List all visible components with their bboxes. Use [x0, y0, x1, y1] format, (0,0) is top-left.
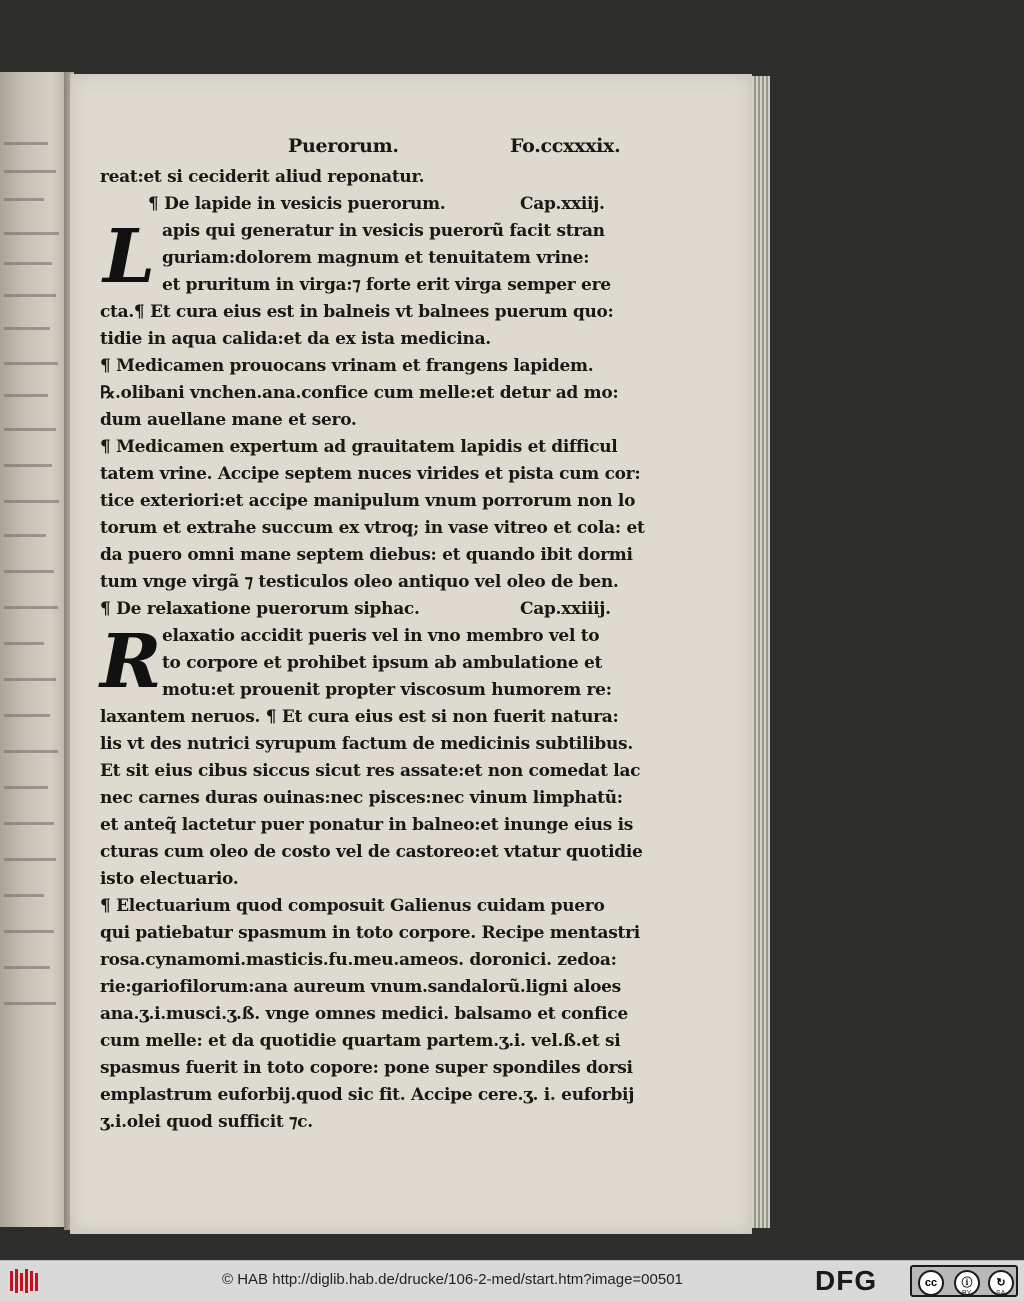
folio-number: Fo.ccxxxix. [510, 135, 621, 157]
initial-letter: L [103, 214, 155, 300]
by-label: BY [962, 1290, 972, 1297]
footer-bar [0, 1260, 1024, 1301]
share-alike-icon: ↻ [988, 1270, 1014, 1296]
text-line: ana.ʒ.i.musci.ʒ.ß. vnge omnes medici. balsamo et confice [100, 1004, 628, 1024]
text-line: ¶ Medicamen expertum ad grauitatem lapidis et difficul [100, 437, 618, 457]
copyright-link[interactable]: © HAB http://diglib.hab.de/drucke/106-2-med/start.htm?image=00501 [222, 1271, 683, 1288]
person-icon: ⓘ [954, 1270, 980, 1296]
text-line: cturas cum oleo de costo vel de castoreo:et vtatur quotidie [100, 842, 643, 862]
paragraph-lapide [100, 214, 660, 353]
left-page-fragment [0, 72, 68, 1227]
chapter-heading [100, 596, 660, 623]
text-line: tice exteriori:et accipe manipulum vnum porrorum non lo [100, 491, 636, 511]
initial-letter: R [100, 619, 162, 705]
text-line: guriam:dolorem magnum et tenuitatem vrine: [162, 248, 590, 268]
running-title: Puerorum. [288, 135, 399, 157]
text-line: ¶ Electuarium quod composuit Galienus cuidam puero [100, 896, 605, 916]
chapter-title: ¶ De relaxatione puerorum siphac. [100, 599, 420, 619]
text-line: et anteq̃ lactetur puer ponatur in balneo:et inunge eius is [100, 815, 634, 835]
cc-icon: cc [918, 1270, 944, 1296]
paragraph-relaxatione [100, 619, 660, 893]
text-line: isto electuario. [100, 869, 239, 889]
text-block [100, 128, 660, 1136]
text-line: cum melle: et da quotidie quartam partem.ʒ.i. vel.ß.et si [100, 1031, 621, 1051]
text-line: Et sit eius cibus siccus sicut res assate:et non comedat lac [100, 761, 641, 781]
text-line: spasmus fuerit in toto copore: pone super spondiles dorsi [100, 1058, 633, 1078]
text-line: torum et extrahe succum ex vtroq; in vase vitreo et cola: et [100, 518, 645, 538]
text-line: to corpore et prohibet ipsum ab ambulatione et [162, 653, 603, 673]
cc-license-badge[interactable] [910, 1265, 1018, 1297]
running-header [100, 128, 660, 164]
text-line: et pruritum in virga:⁊ forte erit virga semper ere [162, 275, 611, 295]
dfg-logo: DFG [815, 1265, 878, 1296]
text-line: tum vnge virgã ⁊ testiculos oleo antiquo vel oleo de ben. [100, 572, 619, 592]
text-line: qui patiebatur spasmum in toto corpore. Recipe mentastri [100, 923, 640, 943]
text-line: emplastrum euforbij.quod sic fit. Accipe cere.ʒ. i. euforbij [100, 1085, 635, 1105]
chapter-heading [100, 191, 660, 218]
text-line: dum auellane mane et sero. [100, 410, 357, 430]
text-line: da puero omni mane septem diebus: et quando ibit dormi [100, 545, 633, 565]
text-line: tidie in aqua calida:et da ex ista medicina. [100, 329, 491, 349]
chapter-title: ¶ De lapide in vesicis puerorum. [148, 194, 446, 214]
text-line: laxantem neruos. ¶ Et cura eius est si non fuerit natura: [100, 707, 619, 727]
text-line: ʒ.i.olei quod sufficit ⁊c. [100, 1112, 313, 1132]
text-line: nec carnes duras ouinas:nec pisces:nec vinum limphatũ: [100, 788, 623, 808]
text-line: apis qui generatur in vesicis puerorũ facit stran [162, 221, 605, 241]
text-line: rosa.cynamomi.masticis.fu.meu.ameos. doronici. zedoa: [100, 950, 617, 970]
text-line: elaxatio accidit pueris vel in vno membro vel to [162, 626, 600, 646]
text-line: rie:gariofilorum:ana aureum vnum.sandalorũ.ligni aloes [100, 977, 621, 997]
sa-label: SA [996, 1290, 1006, 1297]
text-line: cta.¶ Et cura eius est in balneis vt balnees puerum quo: [100, 302, 614, 322]
text-line: reat:et si ceciderit aliud reponatur. [100, 167, 425, 187]
chapter-number: Cap.xxiij. [520, 194, 605, 214]
text-line: lis vt des nutrici syrupum factum de medicinis subtilibus. [100, 734, 633, 754]
hab-logo-icon [8, 1267, 42, 1295]
text-line: ¶ Medicamen prouocans vrinam et frangens lapidem. [100, 356, 594, 376]
text-line: ℞.olibani vnchen.ana.confice cum melle:et detur ad mo: [100, 383, 619, 403]
text-line: tatem vrine. Accipe septem nuces virides et pista cum cor: [100, 464, 641, 484]
text-line: motu:et prouenit propter viscosum humorem re: [162, 680, 612, 700]
chapter-number: Cap.xxiiij. [520, 599, 611, 619]
